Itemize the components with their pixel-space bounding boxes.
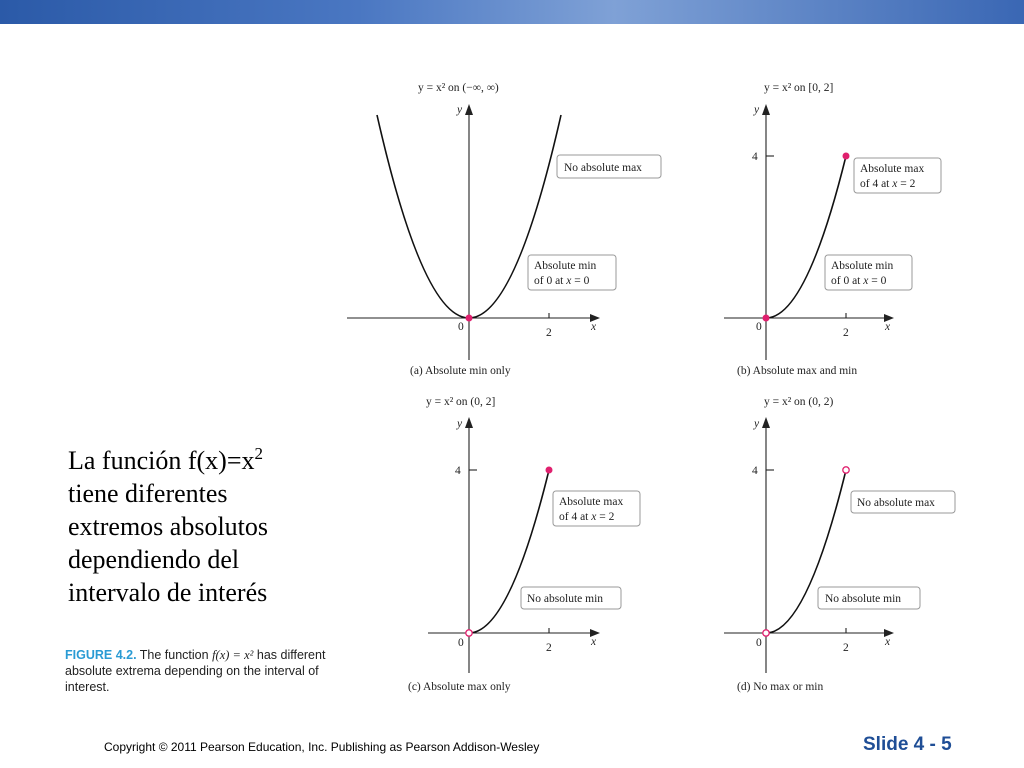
panel-c xyxy=(408,396,640,693)
main-text-line-1-prefix: La función f(x)=x xyxy=(68,446,255,475)
panel-b-annotation-2b: of 0 at x = 0 xyxy=(831,275,887,287)
main-text-line-3: extremos absolutos xyxy=(68,512,269,541)
panel-b-annotation-1a: Absolute max xyxy=(860,163,925,175)
caption-text-pre: The function xyxy=(139,648,213,662)
panel-c-xtick-label-2: 2 xyxy=(546,642,552,654)
panel-d-ytick-label-4: 4 xyxy=(752,465,758,477)
panel-a-xtick-label-0: 0 xyxy=(458,321,464,333)
panel-c-ytick-label-4: 4 xyxy=(455,465,461,477)
panel-d-annotation-2: No absolute min xyxy=(825,593,902,605)
panel-b-xlabel: x xyxy=(885,321,891,333)
panel-d-xtick-label-0: 0 xyxy=(756,637,762,649)
panel-d-point-open-max xyxy=(843,467,849,473)
panel-b-y-arrow xyxy=(762,104,770,115)
panel-a-ylabel: y xyxy=(457,104,463,116)
panel-d-subtitle: (d) No max or min xyxy=(737,681,824,693)
main-text xyxy=(68,444,328,609)
panel-a-point-min xyxy=(466,315,473,322)
panel-c-xtick-label-0: 0 xyxy=(458,637,464,649)
panel-b-subtitle: (b) Absolute max and min xyxy=(737,365,858,377)
main-text-line-1 xyxy=(68,444,328,477)
panel-d-annotation-1: No absolute max xyxy=(857,497,935,509)
panel-d-point-open-min xyxy=(763,630,769,636)
panel-a-y-arrow xyxy=(465,104,473,115)
panel-c-annotation-1b: of 4 at x = 2 xyxy=(559,511,615,523)
panel-d-title: y = x² on (0, 2) xyxy=(764,396,834,408)
panel-c-annotation-1a: Absolute max xyxy=(559,496,624,508)
panel-a-annotation-2a: Absolute min xyxy=(534,260,597,272)
panel-c-title: y = x² on (0, 2] xyxy=(426,396,496,408)
panel-b-xtick-label-2: 2 xyxy=(843,327,849,339)
panel-b xyxy=(724,82,941,377)
main-text-line-5: intervalo de interés xyxy=(68,578,268,607)
panel-a-xlabel: x xyxy=(591,321,597,333)
panel-a-xtick-label-2: 2 xyxy=(546,327,552,339)
panel-a-annotation-1: No absolute max xyxy=(564,162,642,174)
panel-c-y-arrow xyxy=(465,417,473,428)
panel-b-point-max xyxy=(843,153,850,160)
panel-b-ytick-label-4: 4 xyxy=(752,151,758,163)
panel-b-annotation-2a: Absolute min xyxy=(831,260,894,272)
footer-copyright: Copyright © 2011 Pearson Education, Inc. Publishing as Pearson Addison-Wesley xyxy=(104,740,540,754)
main-text-superscript: 2 xyxy=(254,444,263,463)
panel-a-annotation-2b: of 0 at x = 0 xyxy=(534,275,590,287)
panel-a xyxy=(347,82,661,377)
main-text-line-4: dependiendo del xyxy=(68,545,240,574)
main-text-line-2: tiene diferentes xyxy=(68,479,228,508)
panel-d-xlabel: x xyxy=(885,636,891,648)
panel-a-title: y = x² on (−∞, ∞) xyxy=(418,82,499,94)
panel-d-xtick-label-2: 2 xyxy=(843,642,849,654)
caption-text-post: has different absolute extrema depending on the interval of interest. xyxy=(65,648,326,694)
caption-formula: f(x) = x² xyxy=(212,648,254,662)
panel-b-point-min xyxy=(763,315,770,322)
caption-label: FIGURE 4.2. xyxy=(65,648,137,662)
panel-c-point-open-min xyxy=(466,630,472,636)
slide-number: Slide 4 - 5 xyxy=(863,734,952,755)
panel-d xyxy=(724,396,955,693)
figure-caption xyxy=(65,647,345,695)
panel-c-annotation-2: No absolute min xyxy=(527,593,604,605)
panel-b-curve xyxy=(766,156,846,318)
panel-b-annotation-1b: of 4 at x = 2 xyxy=(860,178,916,190)
panel-b-title: y = x² on [0, 2] xyxy=(764,82,834,94)
panel-d-ylabel: y xyxy=(754,418,760,430)
panel-c-point-max xyxy=(546,467,553,474)
panel-c-subtitle: (c) Absolute max only xyxy=(408,681,511,693)
panel-d-y-arrow xyxy=(762,417,770,428)
panel-c-xlabel: x xyxy=(591,636,597,648)
panel-c-ylabel: y xyxy=(457,418,463,430)
panel-b-xtick-label-0: 0 xyxy=(756,321,762,333)
panel-a-subtitle: (a) Absolute min only xyxy=(410,365,511,377)
panel-b-ylabel: y xyxy=(754,104,760,116)
